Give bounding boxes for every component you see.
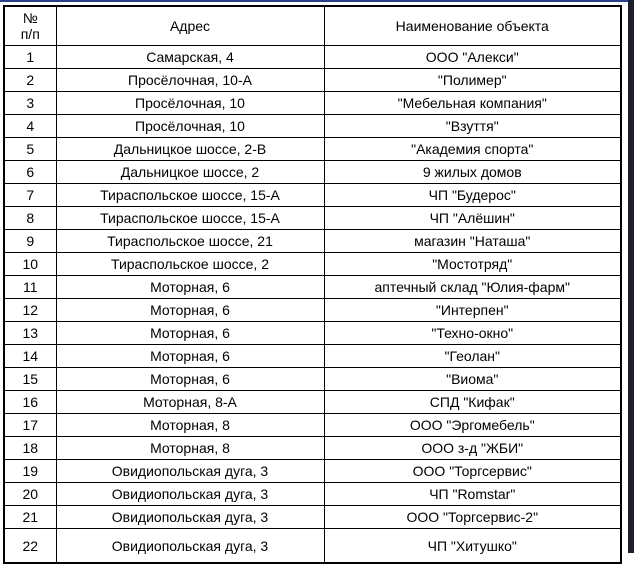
row-address-cell: Овидиопольская дуга, 3 [56,506,324,529]
row-number-cell: 7 [4,184,56,207]
row-address-cell: Моторная, 6 [56,276,324,299]
table-row [4,276,621,299]
table-row [4,184,621,207]
row-object-name-cell: СПД "Кифак" [324,391,621,414]
row-address-cell: Дальницкое шоссе, 2-В [56,138,324,161]
row-object-name-cell: ООО "Торгсервис" [324,460,621,483]
table-row [4,322,621,345]
table-row [4,230,621,253]
table-row [4,115,621,138]
row-number-cell: 9 [4,230,56,253]
table-row [4,207,621,230]
table-row [4,529,621,564]
row-number-cell: 22 [4,529,56,564]
table-row [4,161,621,184]
row-object-name-cell: "Геолан" [324,345,621,368]
row-number-cell: 1 [4,46,56,69]
row-object-name-cell: ООО з-д "ЖБИ" [324,437,621,460]
row-address-cell: Моторная, 6 [56,299,324,322]
row-number-cell: 21 [4,506,56,529]
row-address-cell: Моторная, 6 [56,322,324,345]
row-number-cell: 11 [4,276,56,299]
table-row [4,506,621,529]
row-number-cell: 17 [4,414,56,437]
table-row [4,92,621,115]
row-address-cell: Моторная, 6 [56,345,324,368]
table-row [4,391,621,414]
table-row [4,253,621,276]
table-row [4,483,621,506]
table-row [4,46,621,69]
row-object-name-cell: "Виома" [324,368,621,391]
row-address-cell: Тираспольское шоссе, 15-А [56,207,324,230]
row-address-cell: Просёлочная, 10 [56,92,324,115]
objects-table [3,5,622,564]
row-object-name-cell: 9 жилых домов [324,161,621,184]
row-address-cell: Овидиопольская дуга, 3 [56,529,324,564]
row-number-cell: 20 [4,483,56,506]
row-address-cell: Овидиопольская дуга, 3 [56,483,324,506]
table-row [4,345,621,368]
row-object-name-cell: ООО "Торгсервис-2" [324,506,621,529]
table-row [4,460,621,483]
row-object-name-cell: ЧП "Алёшин" [324,207,621,230]
row-number-cell: 5 [4,138,56,161]
row-object-name-cell: ЧП "Хитушко" [324,529,621,564]
row-object-name-cell: "Техно-окно" [324,322,621,345]
row-object-name-cell: ЧП "Будерос" [324,184,621,207]
row-object-name-cell: аптечный склад "Юлия-фарм" [324,276,621,299]
row-number-cell: 16 [4,391,56,414]
row-object-name-cell: "Академия спорта" [324,138,621,161]
row-object-name-cell: "Взуття" [324,115,621,138]
row-number-cell: 19 [4,460,56,483]
table-row [4,69,621,92]
row-number-cell: 6 [4,161,56,184]
row-object-name-cell: "Мостотряд" [324,253,621,276]
row-address-cell: Тираспольское шоссе, 2 [56,253,324,276]
row-number-cell: 18 [4,437,56,460]
row-address-cell: Тираспольское шоссе, 15-А [56,184,324,207]
row-number-cell: 8 [4,207,56,230]
table-row [4,368,621,391]
row-number-cell: 13 [4,322,56,345]
right-window-edge [628,0,634,553]
table-row [4,138,621,161]
row-address-cell: Моторная, 8-А [56,391,324,414]
row-object-name-cell: ЧП "Romstar" [324,483,621,506]
table-row [4,414,621,437]
row-number-cell: 15 [4,368,56,391]
top-decorative-stripe [0,0,634,4]
row-address-cell: Просёлочная, 10 [56,115,324,138]
header-object-name: Наименование объекта [324,6,621,46]
header-number: № п/п [4,6,56,46]
row-object-name-cell: магазин "Наташа" [324,230,621,253]
row-address-cell: Просёлочная, 10-А [56,69,324,92]
row-number-cell: 10 [4,253,56,276]
row-address-cell: Самарская, 4 [56,46,324,69]
row-number-cell: 12 [4,299,56,322]
row-object-name-cell: "Мебельная компания" [324,92,621,115]
row-object-name-cell: ООО "Алекси" [324,46,621,69]
row-object-name-cell: "Полимер" [324,69,621,92]
row-address-cell: Моторная, 8 [56,414,324,437]
table-row [4,299,621,322]
row-address-cell: Дальницкое шоссе, 2 [56,161,324,184]
row-address-cell: Моторная, 6 [56,368,324,391]
table-row [4,437,621,460]
row-number-cell: 14 [4,345,56,368]
row-number-cell: 2 [4,69,56,92]
row-number-cell: 4 [4,115,56,138]
table-header-row [4,6,621,46]
objects-table-container [3,5,622,564]
row-number-cell: 3 [4,92,56,115]
row-object-name-cell: ООО "Эргомебель" [324,414,621,437]
row-address-cell: Овидиопольская дуга, 3 [56,460,324,483]
header-address: Адрес [56,6,324,46]
row-address-cell: Моторная, 8 [56,437,324,460]
row-address-cell: Тираспольское шоссе, 21 [56,230,324,253]
row-object-name-cell: "Интерпен" [324,299,621,322]
